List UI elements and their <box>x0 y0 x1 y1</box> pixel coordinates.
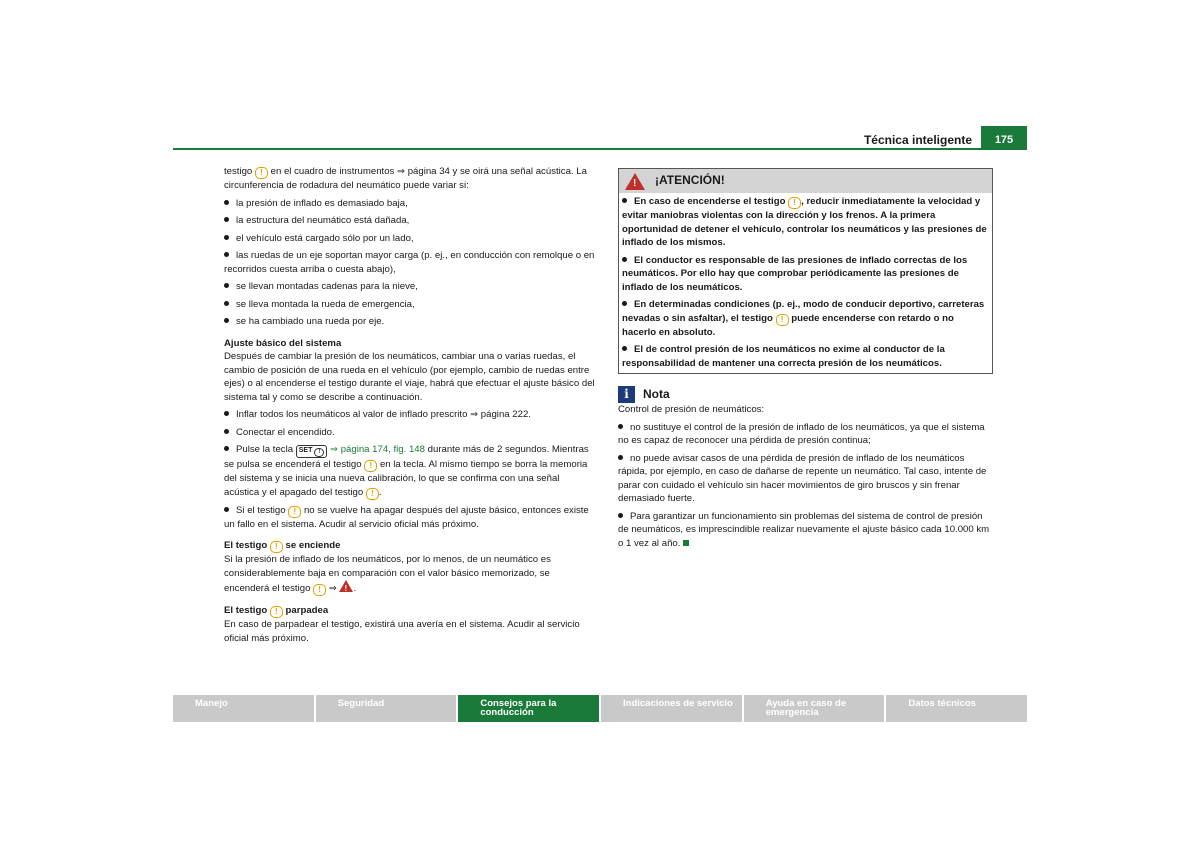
list-item-text: la presión de inflado es demasiado baja, <box>236 197 408 209</box>
step-text: . <box>378 486 382 498</box>
tire-pressure-icon: ! <box>314 448 324 457</box>
warning-text: El de control presión de los neumáticos no exime al conductor de la responsabilidad de mantener una correcta presión de los neumáticos. <box>622 344 945 369</box>
bullet-icon <box>224 200 229 205</box>
bullet-icon <box>224 283 229 288</box>
warning-header <box>619 169 992 193</box>
subheading-text: El testigo <box>224 605 268 616</box>
bullet-icon <box>224 235 229 240</box>
tab-indicaciones[interactable]: Indicaciones de servicio <box>601 695 742 722</box>
tire-pressure-icon: ! <box>288 506 301 518</box>
info-icon: i <box>618 386 635 403</box>
list-item-text: se llevan montadas cadenas para la nieve, <box>236 281 418 292</box>
bullet-icon <box>618 424 623 429</box>
note-item <box>224 504 597 532</box>
subheading-ajuste: Ajuste básico del sistema <box>224 337 342 349</box>
parpadea-paragraph: En caso de parpadear el testigo, existirá una avería en el sistema. Acudir al servicio oficial más próximo. <box>224 619 580 644</box>
list-item-text: se lleva montada la rueda de emergencia, <box>236 298 415 310</box>
enciende-paragraph <box>224 553 597 596</box>
intro-paragraph <box>224 165 597 193</box>
bullet-icon <box>224 507 229 512</box>
bullet-icon <box>622 301 627 306</box>
warning-text: En determinadas condiciones (p. ej., modo de conducir deportivo, carreteras nevadas o sin asfaltar), el testigo <box>622 299 985 324</box>
step-text: en la tecla. Al mismo tiempo se borra la memoria del sistema y se inicia una nueva calibración, lo que se confirma con una señal acústica y el apagado del testigo <box>224 459 588 498</box>
subheading-enciende <box>224 539 597 553</box>
paragraph-text: Si la presión de inflado de los neumáticos, por lo menos, de un neumático es considerablemente baja en comparación con el valor básico memorizado, se encenderá el testigo <box>224 554 551 594</box>
list-item <box>224 249 597 276</box>
bullet-icon <box>224 429 229 434</box>
left-column <box>224 165 597 645</box>
subheading-text: se enciende <box>282 540 341 551</box>
warning-box <box>618 168 993 374</box>
tire-pressure-icon: ! <box>366 488 379 500</box>
warning-text: El conductor es responsable de las presiones de inflado correctas de los neumáticos. Por ello hay que comprobar periódicamente las presiones de inflado de los neumáticos. <box>622 254 968 293</box>
list-item <box>224 197 597 211</box>
list-item-text: se ha cambiado una rueda por eje. <box>236 316 385 327</box>
paragraph-text: . <box>353 583 357 594</box>
step-text: durante más de 2 segundos. Mientras se pulsa se encenderá el testigo <box>224 444 589 470</box>
nota-item <box>618 421 993 448</box>
intro-text-b: en el cuadro de instrumentos ⇒ página 34 y se oirá una señal acústica. La circunferencia de rodadura del neumático puede variar si: <box>224 166 587 191</box>
warning-item <box>622 254 989 295</box>
set-key-label: SET <box>298 447 313 454</box>
warning-item <box>622 343 989 370</box>
list-item <box>224 298 597 312</box>
list-item <box>224 214 597 228</box>
nota-title: Nota <box>643 386 670 401</box>
warning-body <box>619 193 992 373</box>
subheading-text: El testigo <box>224 540 268 551</box>
bullet-icon <box>224 301 229 306</box>
nota-text: Para garantizar un funcionamiento sin problemas del sistema de control de presión de neumáticos, es imprescindible realizar nuevamente el ajuste básico cada 10.000 km o 1 vez al año. <box>618 510 990 549</box>
tire-pressure-icon: ! <box>270 541 283 553</box>
step-item <box>224 408 597 422</box>
list-item <box>224 280 597 294</box>
ajuste-paragraph: Después de cambiar la presión de los neumáticos, cambiar una o varias ruedas, el cambio de posición de una rueda en el vehículo (por ejemplo, cambio de ruedas entre ejes) o al encenderse el testigo durante el viaje, habrá que efectuar el ajuste básico del sistema tal y como se describe a continuación. <box>224 351 595 403</box>
list-item <box>224 315 597 329</box>
bullet-icon <box>618 513 623 518</box>
list-item <box>224 232 597 246</box>
warning-text: puede encenderse con retardo o no hacerlo en absoluto. <box>622 312 954 338</box>
bullet-icon <box>618 455 623 460</box>
step-item <box>224 443 597 500</box>
page-number: 175 <box>981 126 1027 149</box>
bullet-icon <box>224 446 229 451</box>
tire-pressure-icon: ! <box>788 197 801 209</box>
warning-item <box>622 298 989 339</box>
section-title: Técnica inteligente <box>863 133 972 147</box>
tire-pressure-icon: ! <box>270 606 283 618</box>
bullet-icon <box>224 411 229 416</box>
tire-pressure-icon: ! <box>255 167 268 179</box>
step-text: Conectar el encendido. <box>236 426 335 438</box>
end-marker-icon <box>683 540 689 546</box>
page-link[interactable]: ⇒ página 174, fig. 148 <box>329 444 425 455</box>
intro-text-a: testigo <box>224 166 253 177</box>
warning-triangle-icon <box>625 173 645 190</box>
tire-pressure-icon: ! <box>364 460 377 472</box>
nota-item <box>618 510 993 551</box>
bullet-icon <box>622 257 627 262</box>
chapter-nav <box>173 695 1027 722</box>
note-text: no se vuelve ha apagar después del ajuste básico, entonces existe un fallo en el sistema. Acudir al servicio oficial más próximo. <box>224 504 589 530</box>
bullet-icon <box>224 252 229 257</box>
nota-text: no puede avisar casos de una pérdida de presión de inflado de los neumáticos rápida, por ejemplo, en caso de dañarse de repente un neumático. Tal caso, intente de parar con cuidado el vehículo sin hacer movimientos de giro bruscos y sin frenar demasiado fuerte. <box>618 452 987 504</box>
warning-text: , reducir inmediatamente la velocidad y evitar maniobras violentas con la dirección y los frenos. A la primera oportunidad de detener el vehículo, controlar los neumáticos y las presiones de inflado de los mismos. <box>622 196 987 248</box>
list-item-text: las ruedas de un eje soportan mayor carga (p. ej., en conducción con remolque o en recorridos cuesta arriba o cuesta abajo), <box>224 250 595 275</box>
bullet-icon <box>622 198 627 203</box>
list-item-text: el vehículo está cargado sólo por un lado, <box>236 232 414 244</box>
header-rule <box>173 148 1027 150</box>
tab-ayuda[interactable]: Ayuda en caso de emergencia <box>744 695 885 722</box>
bullet-icon <box>622 346 627 351</box>
list-item-text: la estructura del neumático está dañada, <box>236 215 410 226</box>
tire-pressure-icon: ! <box>776 314 789 326</box>
tab-datos[interactable]: Datos técnicos <box>886 695 1027 722</box>
bullet-icon <box>224 318 229 323</box>
right-column <box>618 168 993 550</box>
nota-header <box>618 386 993 403</box>
note-text: Si el testigo <box>236 504 286 516</box>
step-item <box>224 426 597 440</box>
warning-title: ¡ATENCIÓN! <box>655 173 725 188</box>
nota-item <box>618 452 993 506</box>
tab-consejos[interactable]: Consejos para la conducción <box>458 695 599 722</box>
tire-pressure-icon: ! <box>313 584 326 596</box>
step-text: Inflar todos los neumáticos al valor de inflado prescrito ⇒ página 222. <box>236 409 531 420</box>
step-text: Pulse la tecla <box>236 444 294 455</box>
paragraph-text: ⇒ <box>326 583 340 594</box>
subheading-parpadea <box>224 604 597 618</box>
set-key-icon <box>296 445 328 458</box>
tab-manejo[interactable]: Manejo <box>173 695 314 722</box>
warning-triangle-icon <box>339 580 353 592</box>
warning-text: En caso de encenderse el testigo <box>634 196 786 207</box>
nota-text: no sustituye el control de la presión de inflado de los neumáticos, ya que el sistema no es capaz de reconocer una pérdida de presión continua; <box>618 421 985 446</box>
subheading-text: parpadea <box>282 605 329 616</box>
bullet-icon <box>224 217 229 222</box>
warning-item <box>622 195 989 250</box>
nota-intro: Control de presión de neumáticos: <box>618 404 765 415</box>
tab-seguridad[interactable]: Seguridad <box>316 695 457 722</box>
